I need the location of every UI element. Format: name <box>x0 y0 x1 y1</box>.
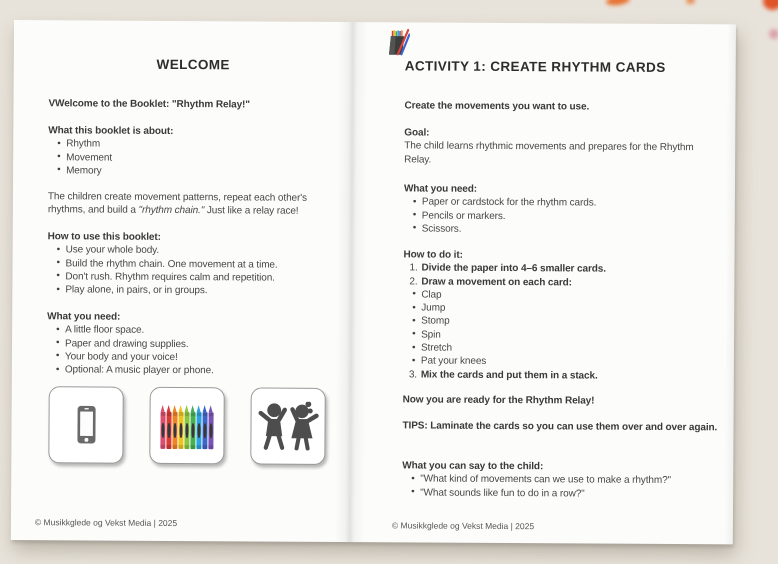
copyright-footer: © Musikkglede og Vekst Media | 2025 <box>34 517 178 529</box>
description-text: The children create movement patterns, repeat each other's rhythms, and build a <box>47 191 307 217</box>
crayons-card <box>149 387 224 464</box>
icon-card-row <box>48 386 325 465</box>
activity-intro: Create the movements you want to use. <box>404 100 590 113</box>
how-to-use-section <box>47 230 336 298</box>
ready-line: Now you are ready for the Rhythm Relay! <box>402 394 595 407</box>
description-italic: "rhythm chain." <box>138 205 205 217</box>
crayon <box>160 411 165 448</box>
open-booklet <box>11 20 736 544</box>
list-item: • Rhythm <box>48 138 337 153</box>
how-to-use-list <box>47 244 336 299</box>
list-item: • Play alone, in pairs, or in groups. <box>47 283 336 298</box>
left-page <box>11 20 352 542</box>
what-you-need-section <box>404 182 701 237</box>
list-item: • Spin <box>403 328 700 343</box>
crayon <box>202 412 207 449</box>
list-item: • "What sounds like fun to do in a row?" <box>402 486 699 501</box>
step-number: 2. <box>409 276 418 288</box>
goal-section <box>404 126 701 168</box>
numbered-step <box>403 368 700 383</box>
list-item: • Your body and your voice! <box>47 350 336 365</box>
orange-fleck-icon <box>605 0 630 7</box>
list-item: • "What kind of movements can we use to make a rhythm?" <box>402 473 699 488</box>
crayon <box>184 412 189 449</box>
copyright-footer: © Musikkglede og Vekst Media | 2025 <box>391 520 535 532</box>
list-item: • Pencils or markers. <box>404 209 701 224</box>
children-card <box>250 387 325 464</box>
page-edge-shading <box>724 24 736 544</box>
how-to-do-it-heading: How to do it: <box>403 249 463 261</box>
list-item: • Stretch <box>403 341 700 356</box>
what-you-need-list <box>404 196 701 238</box>
list-item: • Movement <box>48 151 337 166</box>
what-you-need-heading: What you need: <box>403 183 478 195</box>
orange-fleck-icon <box>686 0 695 4</box>
goal-text: The child learns rhythmic movements and prepares for the Rhythm Relay. <box>404 140 694 166</box>
how-to-use-heading: How to use this booklet: <box>47 231 161 243</box>
list-item: • Pat your knees <box>403 355 700 370</box>
crayon <box>166 411 171 448</box>
welcome-intro: VWelcome to the Booklet: "Rhythm Relay!" <box>48 98 250 111</box>
crayon <box>178 412 183 449</box>
phone-card <box>48 386 123 463</box>
list-item: • Jump <box>403 302 700 317</box>
what-you-need-section <box>47 310 336 378</box>
what-to-say-heading: What you can say to the child: <box>402 460 544 473</box>
smartphone-icon <box>71 399 101 451</box>
orange-fleck-icon <box>763 0 778 10</box>
about-section <box>48 124 337 179</box>
list-item: • Don't rush. Rhythm requires calm and repetition. <box>47 270 336 285</box>
page-title: ACTIVITY 1: CREATE RHYTHM CARDS <box>404 58 666 75</box>
description-paragraph <box>48 190 337 218</box>
crayon <box>172 411 177 448</box>
step-text: Draw a movement on each card: <box>421 276 572 289</box>
crayons-icon <box>160 402 213 448</box>
list-item: • Paper and drawing supplies. <box>47 337 336 352</box>
description-text: Just like a relay race! <box>204 205 299 218</box>
movements-list <box>403 288 700 370</box>
about-list <box>48 138 337 180</box>
crayon <box>208 412 213 449</box>
list-item: • Scissors. <box>404 222 701 237</box>
crayon <box>190 412 195 449</box>
list-item: • Memory <box>48 164 337 179</box>
list-item: • Use your whole body. <box>48 244 337 259</box>
dancing-children-icon <box>257 401 319 451</box>
about-heading: What this booklet is about: <box>48 125 174 137</box>
step-number: 1. <box>409 262 418 274</box>
how-to-do-it-section <box>403 248 701 383</box>
right-page <box>349 22 736 544</box>
list-item: • Stomp <box>403 315 700 330</box>
what-you-need-heading: What you need: <box>47 311 121 323</box>
crayon <box>196 412 201 449</box>
list-item: • Optional: A music player or phone. <box>47 363 336 378</box>
list-item: • Paper or cardstock for the rhythm cards. <box>404 196 701 211</box>
step-text: Divide the paper into 4–6 smaller cards. <box>421 262 606 275</box>
list-item: • Clap <box>403 288 700 303</box>
pink-fleck-icon <box>769 29 778 39</box>
what-you-need-list <box>47 324 336 379</box>
step-text: Mix the cards and put them in a stack. <box>420 369 598 382</box>
step-number: 3. <box>408 369 418 381</box>
list-item: • Build the rhythm chain. One movement at a time. <box>47 257 336 272</box>
what-to-say-section <box>402 459 699 501</box>
what-to-say-list <box>402 473 699 501</box>
pencil-box-icon <box>387 27 410 61</box>
page-title: WELCOME <box>156 56 230 73</box>
tips-line: TIPS: Laminate the cards so you can use them over and over again. <box>402 420 718 434</box>
list-item: • A little floor space. <box>47 324 336 339</box>
goal-heading: Goal: <box>404 127 430 139</box>
